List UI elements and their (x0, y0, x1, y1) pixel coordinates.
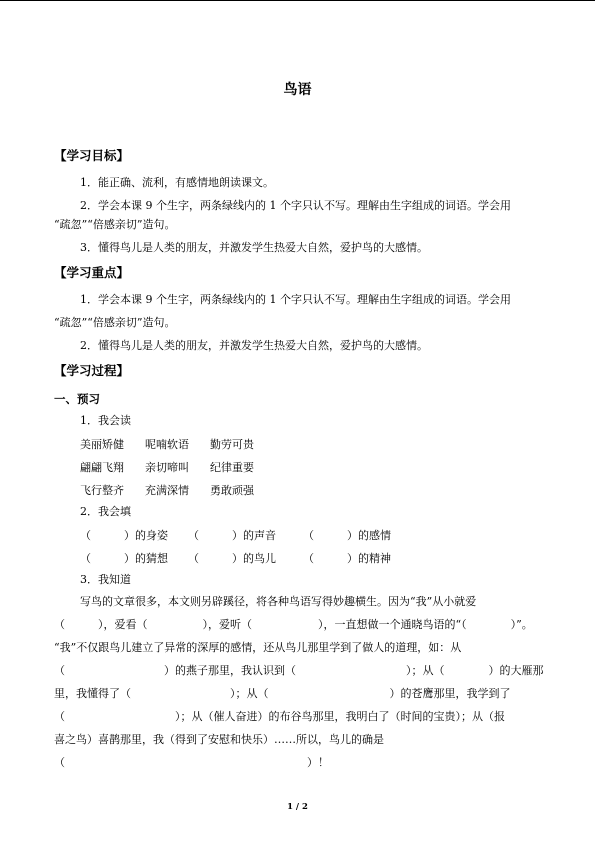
read-word: 勇敢顽强 (210, 484, 254, 497)
keypoints-heading: 【学习重点】 (54, 265, 130, 280)
fill-item: （ ）的猜想 (80, 552, 168, 565)
objective-2-cont: “疏忽”“倍感亲切”造句。 (54, 218, 176, 231)
page-number: 1 / 2 (287, 802, 308, 812)
read-label: 1．我会读 (80, 414, 131, 427)
keypoint-1-cont: “疏忽”“倍感亲切”造句。 (54, 316, 176, 329)
fill-item: （ ）的声音 (188, 529, 276, 542)
page-title: 鸟语 (283, 82, 312, 98)
process-heading: 【学习过程】 (54, 363, 130, 378)
read-word: 充满深情 (145, 484, 189, 497)
read-word: 纪律重要 (210, 461, 254, 474)
know-paragraph-line: （ ），爱看（ ），爱听（ ），一直想做一个通晓鸟语的“（ ）”。 (54, 618, 533, 631)
know-paragraph-line: 喜之鸟）喜鹊那里，我（得到了安慰和快乐）……所以，鸟儿的确是 (54, 733, 384, 746)
know-paragraph-line: （ ）；从（催人奋进）的布谷鸟那里，我明白了（时间的宝贵）；从（报 (54, 710, 505, 723)
fill-item: （ ）的感情 (303, 529, 391, 542)
fill-item: （ ）的鸟儿 (188, 552, 276, 565)
objective-3: 3．懂得鸟儿是人类的朋友，并激发学生热爱大自然，爱护鸟的大感情。 (80, 241, 428, 254)
fill-item: （ ）的身姿 (80, 529, 168, 542)
read-word: 呢喃软语 (145, 438, 189, 451)
objectives-heading: 【学习目标】 (54, 148, 130, 163)
read-word: 飞行整齐 (80, 484, 124, 497)
fill-label: 2．我会填 (80, 505, 131, 518)
know-paragraph-line: （ ）的燕子那里，我认识到（ ）；从（ ）的大雁那 (54, 664, 544, 677)
read-word: 勤劳可贵 (210, 438, 254, 451)
keypoint-1: 1．学会本课 9 个生字，两条绿线内的 1 个字只认不写。理解由生字组成的词语。学会用 (80, 293, 511, 306)
know-paragraph-line: 里，我懂得了（ ）；从（ ）的苍鹰那里，我学到了 (54, 687, 511, 700)
know-paragraph-line: “我”不仅跟鸟儿建立了异常的深厚的感情，还从鸟儿那里学到了做人的道理，如：从 (54, 641, 462, 654)
read-word: 亲切啼叫 (145, 461, 189, 474)
preview-heading: 一、预习 (54, 392, 100, 406)
read-word: 美丽矫健 (80, 438, 124, 451)
know-label: 3．我知道 (80, 573, 131, 586)
header-rule (0, 0, 595, 1)
read-word: 翩翩飞翔 (80, 461, 124, 474)
objective-1: 1．能正确、流利，有感情地朗读课文。 (80, 176, 274, 189)
know-paragraph-line: （ ）！ (54, 756, 329, 769)
know-paragraph-line: 写鸟的文章很多，本文则另辟蹊径，将各种鸟语写得妙趣横生。因为“我”从小就爱 (80, 595, 477, 608)
objective-2: 2．学会本课 9 个生字，两条绿线内的 1 个字只认不写。理解由生字组成的词语。学会用 (80, 199, 511, 212)
keypoint-2: 2．懂得鸟儿是人类的朋友，并激发学生热爱大自然，爱护鸟的大感情。 (80, 339, 428, 352)
fill-item: （ ）的精神 (303, 552, 391, 565)
